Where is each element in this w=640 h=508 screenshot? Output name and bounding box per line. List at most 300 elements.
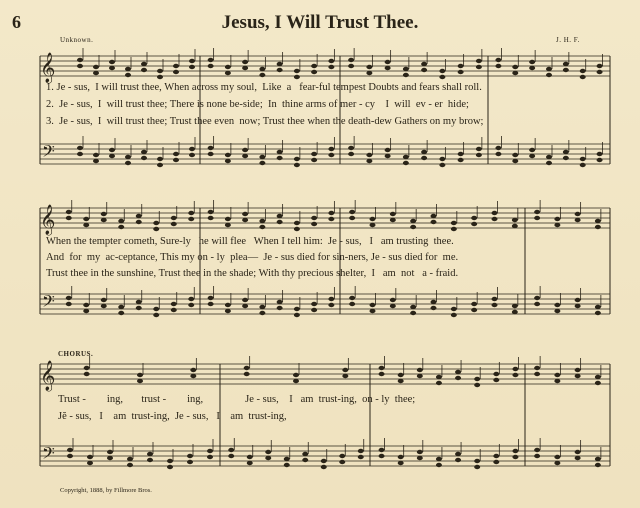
note-head bbox=[492, 303, 498, 307]
note-head bbox=[358, 449, 364, 453]
note-head bbox=[242, 212, 248, 216]
note-head bbox=[410, 305, 416, 309]
note-head bbox=[294, 163, 300, 167]
note-head bbox=[439, 69, 445, 73]
note-head bbox=[67, 448, 73, 452]
note-head bbox=[277, 62, 283, 66]
note-head bbox=[575, 368, 581, 372]
note-head bbox=[398, 379, 404, 383]
note-head bbox=[451, 227, 457, 231]
note-head bbox=[379, 366, 385, 370]
note-head bbox=[259, 311, 265, 315]
note-head bbox=[410, 225, 416, 229]
note-head bbox=[277, 68, 283, 72]
note-head bbox=[136, 306, 142, 310]
note-head bbox=[534, 302, 540, 306]
note-head bbox=[66, 210, 72, 214]
note-head bbox=[147, 458, 153, 462]
note-head bbox=[575, 218, 581, 222]
note-head bbox=[421, 156, 427, 160]
lyric-system2-verse3: Trust thee in the sunshine, Trust thee in the shade; With thy precious shelter, I am not a - fraid. bbox=[46, 268, 459, 279]
note-head bbox=[595, 219, 601, 223]
note-head bbox=[349, 210, 355, 214]
note-head bbox=[575, 456, 581, 460]
note-head bbox=[366, 71, 372, 75]
treble-clef-icon: 𝄞 bbox=[40, 361, 56, 391]
note-head bbox=[597, 158, 603, 162]
note-head bbox=[595, 305, 601, 309]
note-head bbox=[534, 448, 540, 452]
note-head bbox=[554, 373, 560, 377]
note-head bbox=[529, 154, 535, 158]
note-head bbox=[512, 304, 518, 308]
note-head bbox=[379, 448, 385, 452]
note-head bbox=[125, 155, 131, 159]
note-head bbox=[451, 313, 457, 317]
note-head bbox=[349, 216, 355, 220]
note-head bbox=[328, 65, 334, 69]
note-head bbox=[167, 465, 173, 469]
note-head bbox=[595, 463, 601, 467]
note-head bbox=[348, 152, 354, 156]
note-head bbox=[77, 146, 83, 150]
note-head bbox=[563, 156, 569, 160]
note-head bbox=[259, 67, 265, 71]
note-head bbox=[153, 313, 159, 317]
note-head bbox=[366, 65, 372, 69]
note-head bbox=[277, 150, 283, 154]
note-head bbox=[529, 148, 535, 152]
note-head bbox=[495, 58, 501, 62]
note-head bbox=[417, 456, 423, 460]
note-head bbox=[554, 379, 560, 383]
note-head bbox=[563, 150, 569, 154]
note-head bbox=[127, 457, 133, 461]
note-head bbox=[208, 216, 214, 220]
note-head bbox=[208, 146, 214, 150]
note-head bbox=[512, 224, 518, 228]
note-head bbox=[294, 157, 300, 161]
note-head bbox=[597, 64, 603, 68]
note-head bbox=[349, 296, 355, 300]
note-head bbox=[512, 367, 518, 371]
note-head bbox=[242, 304, 248, 308]
note-head bbox=[118, 219, 124, 223]
note-head bbox=[385, 66, 391, 70]
note-head bbox=[171, 308, 177, 312]
note-head bbox=[431, 300, 437, 304]
note-head bbox=[439, 157, 445, 161]
note-head bbox=[293, 373, 299, 377]
note-head bbox=[546, 67, 552, 71]
note-head bbox=[311, 70, 317, 74]
note-head bbox=[101, 218, 107, 222]
note-head bbox=[339, 454, 345, 458]
note-head bbox=[379, 454, 385, 458]
note-head bbox=[265, 456, 271, 460]
page-number: 6 bbox=[12, 12, 21, 32]
note-head bbox=[311, 64, 317, 68]
note-head bbox=[157, 157, 163, 161]
hymn-title: Jesus, I Will Trust Thee. bbox=[221, 12, 419, 33]
note-head bbox=[575, 212, 581, 216]
note-head bbox=[259, 155, 265, 159]
note-head bbox=[385, 148, 391, 152]
note-head bbox=[311, 158, 317, 162]
note-head bbox=[137, 379, 143, 383]
note-head bbox=[136, 300, 142, 304]
note-head bbox=[495, 152, 501, 156]
note-head bbox=[370, 309, 376, 313]
note-head bbox=[141, 68, 147, 72]
note-head bbox=[208, 64, 214, 68]
note-head bbox=[403, 73, 409, 77]
note-head bbox=[66, 296, 72, 300]
note-head bbox=[157, 69, 163, 73]
note-head bbox=[421, 68, 427, 72]
note-head bbox=[225, 309, 231, 313]
note-head bbox=[534, 296, 540, 300]
note-head bbox=[189, 153, 195, 157]
note-head bbox=[208, 302, 214, 306]
note-head bbox=[328, 217, 334, 221]
note-head bbox=[190, 374, 196, 378]
note-head bbox=[546, 155, 552, 159]
note-head bbox=[471, 222, 477, 226]
note-head bbox=[580, 69, 586, 73]
lyric-chorus-line2: Jĕ - sus, I am trust-ing, Je - sus, I am trust-ing, bbox=[58, 411, 287, 422]
note-head bbox=[512, 65, 518, 69]
note-head bbox=[187, 460, 193, 464]
note-head bbox=[455, 452, 461, 456]
note-head bbox=[277, 306, 283, 310]
note-head bbox=[242, 154, 248, 158]
note-head bbox=[247, 455, 253, 459]
note-head bbox=[93, 159, 99, 163]
note-head bbox=[153, 221, 159, 225]
note-head bbox=[421, 150, 427, 154]
note-head bbox=[321, 465, 327, 469]
note-head bbox=[294, 313, 300, 317]
note-head bbox=[294, 75, 300, 79]
note-head bbox=[451, 307, 457, 311]
note-head bbox=[358, 455, 364, 459]
note-head bbox=[244, 372, 250, 376]
copyright-notice: Copyright, 1888, by Fillmore Bros. bbox=[60, 487, 152, 494]
note-head bbox=[153, 227, 159, 231]
note-head bbox=[171, 216, 177, 220]
note-head bbox=[474, 459, 480, 463]
note-head bbox=[595, 375, 601, 379]
note-head bbox=[348, 146, 354, 150]
note-head bbox=[277, 214, 283, 218]
note-head bbox=[188, 217, 194, 221]
note-head bbox=[189, 65, 195, 69]
note-head bbox=[512, 373, 518, 377]
note-head bbox=[109, 148, 115, 152]
lyric-chorus-line1: Trust - ing, trust - ing, Je - sus, I am trust-ing, on - ly thee; bbox=[58, 394, 416, 405]
note-head bbox=[328, 297, 334, 301]
note-head bbox=[436, 457, 442, 461]
bass-clef-icon: 𝄢 bbox=[42, 291, 55, 315]
note-head bbox=[242, 148, 248, 152]
note-head bbox=[474, 377, 480, 381]
note-head bbox=[188, 297, 194, 301]
note-head bbox=[458, 152, 464, 156]
note-head bbox=[107, 450, 113, 454]
treble-clef-icon: 𝄞 bbox=[40, 53, 56, 83]
note-head bbox=[242, 298, 248, 302]
note-head bbox=[342, 374, 348, 378]
note-head bbox=[512, 153, 518, 157]
note-head bbox=[228, 454, 234, 458]
note-head bbox=[417, 368, 423, 372]
note-head bbox=[141, 150, 147, 154]
lyric-system1-verse2: 2. Je - sus, I will trust thee; There is none be-side; In thine arms of mer - cy I will ev - er hide; bbox=[46, 99, 469, 110]
note-head bbox=[83, 309, 89, 313]
note-head bbox=[597, 152, 603, 156]
note-head bbox=[398, 373, 404, 377]
note-head bbox=[328, 147, 334, 151]
note-head bbox=[311, 302, 317, 306]
note-head bbox=[118, 225, 124, 229]
note-head bbox=[580, 157, 586, 161]
note-head bbox=[87, 455, 93, 459]
note-head bbox=[66, 302, 72, 306]
note-head bbox=[385, 60, 391, 64]
note-head bbox=[370, 223, 376, 227]
note-head bbox=[348, 64, 354, 68]
note-head bbox=[77, 64, 83, 68]
note-head bbox=[455, 458, 461, 462]
note-head bbox=[277, 300, 283, 304]
note-head bbox=[595, 381, 601, 385]
note-head bbox=[471, 308, 477, 312]
lyric-system1-verse3: 3. Je - sus, I will trust thee; Trust thee even now; Trust thee when the death-dew Gathers on my brow; bbox=[46, 116, 484, 127]
note-head bbox=[563, 68, 569, 72]
note-head bbox=[390, 304, 396, 308]
note-head bbox=[512, 455, 518, 459]
note-head bbox=[529, 66, 535, 70]
note-head bbox=[101, 212, 107, 216]
note-head bbox=[167, 459, 173, 463]
note-head bbox=[580, 163, 586, 167]
note-head bbox=[366, 159, 372, 163]
note-head bbox=[311, 222, 317, 226]
note-head bbox=[294, 227, 300, 231]
note-head bbox=[403, 155, 409, 159]
note-head bbox=[284, 463, 290, 467]
note-head bbox=[225, 153, 231, 157]
bass-clef-icon: 𝄢 bbox=[42, 141, 55, 165]
note-head bbox=[390, 218, 396, 222]
note-head bbox=[546, 73, 552, 77]
note-head bbox=[493, 372, 499, 376]
note-head bbox=[546, 161, 552, 165]
note-head bbox=[455, 370, 461, 374]
note-head bbox=[370, 217, 376, 221]
note-head bbox=[265, 450, 271, 454]
note-head bbox=[493, 378, 499, 382]
note-head bbox=[208, 210, 214, 214]
note-head bbox=[84, 366, 90, 370]
note-head bbox=[436, 381, 442, 385]
note-head bbox=[451, 221, 457, 225]
note-head bbox=[534, 216, 540, 220]
note-head bbox=[366, 153, 372, 157]
note-head bbox=[410, 219, 416, 223]
note-head bbox=[439, 75, 445, 79]
note-head bbox=[417, 374, 423, 378]
note-head bbox=[534, 454, 540, 458]
note-head bbox=[554, 303, 560, 307]
note-head bbox=[493, 454, 499, 458]
note-head bbox=[476, 153, 482, 157]
note-head bbox=[379, 372, 385, 376]
note-head bbox=[554, 461, 560, 465]
note-head bbox=[534, 210, 540, 214]
note-head bbox=[495, 146, 501, 150]
note-head bbox=[208, 152, 214, 156]
note-head bbox=[84, 372, 90, 376]
bass-clef-icon: 𝄢 bbox=[42, 443, 55, 467]
note-head bbox=[431, 214, 437, 218]
note-head bbox=[328, 303, 334, 307]
note-head bbox=[247, 461, 253, 465]
note-head bbox=[436, 463, 442, 467]
note-head bbox=[474, 383, 480, 387]
note-head bbox=[93, 71, 99, 75]
note-head bbox=[512, 71, 518, 75]
note-head bbox=[342, 368, 348, 372]
note-head bbox=[311, 308, 317, 312]
words-credit: Unknown. bbox=[60, 36, 94, 44]
note-head bbox=[259, 219, 265, 223]
note-head bbox=[534, 372, 540, 376]
note-head bbox=[512, 218, 518, 222]
treble-clef-icon: 𝄞 bbox=[40, 205, 56, 235]
note-head bbox=[259, 73, 265, 77]
note-head bbox=[302, 452, 308, 456]
note-head bbox=[458, 64, 464, 68]
note-head bbox=[474, 465, 480, 469]
note-head bbox=[189, 147, 195, 151]
note-head bbox=[83, 303, 89, 307]
note-head bbox=[118, 305, 124, 309]
note-head bbox=[173, 152, 179, 156]
note-head bbox=[458, 70, 464, 74]
note-head bbox=[311, 152, 317, 156]
note-head bbox=[554, 309, 560, 313]
note-head bbox=[595, 311, 601, 315]
lyric-system2-verse1: When the tempter cometh, Sure-ly he will flee When I tell him: Je - sus, I am trusting thee. bbox=[46, 236, 454, 247]
note-head bbox=[575, 450, 581, 454]
note-head bbox=[242, 60, 248, 64]
note-head bbox=[173, 70, 179, 74]
note-head bbox=[207, 455, 213, 459]
note-head bbox=[118, 311, 124, 315]
lyric-system2-verse2: And for my ac-ceptance, This my on - ly plea— Je - sus died for sin-ners, Je - sus died for me. bbox=[46, 252, 459, 263]
chorus-label: CHORUS. bbox=[58, 350, 94, 358]
note-head bbox=[173, 158, 179, 162]
note-head bbox=[225, 71, 231, 75]
note-head bbox=[77, 152, 83, 156]
note-head bbox=[476, 59, 482, 63]
note-head bbox=[455, 376, 461, 380]
note-head bbox=[476, 147, 482, 151]
note-head bbox=[67, 454, 73, 458]
note-head bbox=[228, 448, 234, 452]
note-head bbox=[208, 296, 214, 300]
note-head bbox=[77, 58, 83, 62]
note-head bbox=[302, 458, 308, 462]
note-head bbox=[529, 60, 535, 64]
note-head bbox=[173, 64, 179, 68]
note-head bbox=[141, 156, 147, 160]
note-head bbox=[471, 302, 477, 306]
note-head bbox=[370, 303, 376, 307]
note-head bbox=[575, 298, 581, 302]
note-head bbox=[595, 225, 601, 229]
note-head bbox=[109, 60, 115, 64]
note-head bbox=[136, 220, 142, 224]
note-head bbox=[439, 163, 445, 167]
note-head bbox=[410, 311, 416, 315]
note-head bbox=[512, 310, 518, 314]
note-head bbox=[101, 298, 107, 302]
note-head bbox=[136, 214, 142, 218]
note-head bbox=[66, 216, 72, 220]
note-head bbox=[471, 216, 477, 220]
note-head bbox=[157, 163, 163, 167]
note-head bbox=[125, 73, 131, 77]
lyric-system1-verse1: 1. Je - sus, I will trust thee, When across my soul, Like a fear-ful tempest Doubts and fears shall roll. bbox=[46, 82, 482, 93]
note-head bbox=[431, 220, 437, 224]
note-head bbox=[101, 304, 107, 308]
note-head bbox=[321, 459, 327, 463]
note-head bbox=[109, 154, 115, 158]
note-head bbox=[293, 379, 299, 383]
note-head bbox=[417, 450, 423, 454]
note-head bbox=[242, 218, 248, 222]
note-head bbox=[284, 457, 290, 461]
note-head bbox=[575, 374, 581, 378]
note-head bbox=[385, 154, 391, 158]
note-head bbox=[225, 65, 231, 69]
note-head bbox=[431, 306, 437, 310]
note-head bbox=[597, 70, 603, 74]
note-head bbox=[492, 297, 498, 301]
note-head bbox=[188, 303, 194, 307]
note-head bbox=[127, 463, 133, 467]
note-head bbox=[495, 64, 501, 68]
note-head bbox=[225, 159, 231, 163]
note-head bbox=[328, 59, 334, 63]
note-head bbox=[93, 65, 99, 69]
note-head bbox=[87, 461, 93, 465]
note-head bbox=[188, 211, 194, 215]
note-head bbox=[554, 217, 560, 221]
note-head bbox=[157, 75, 163, 79]
note-head bbox=[294, 307, 300, 311]
note-head bbox=[492, 211, 498, 215]
note-head bbox=[492, 217, 498, 221]
note-head bbox=[403, 161, 409, 165]
note-head bbox=[107, 456, 113, 460]
note-head bbox=[171, 302, 177, 306]
note-head bbox=[458, 158, 464, 162]
note-head bbox=[147, 452, 153, 456]
